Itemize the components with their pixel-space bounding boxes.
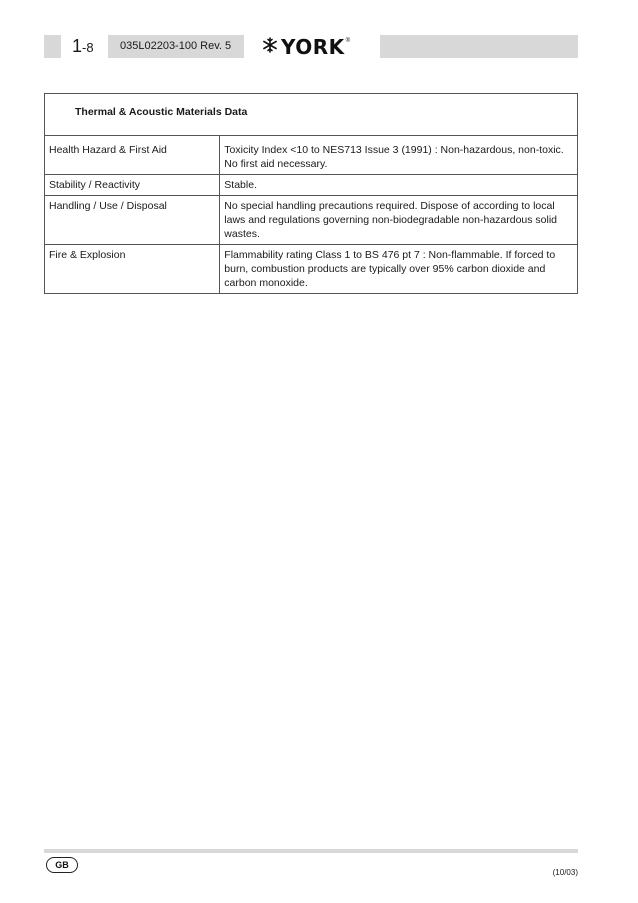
header-left-block — [44, 35, 61, 58]
table-title: Thermal & Acoustic Materials Data — [45, 94, 578, 136]
materials-data-table — [44, 93, 578, 294]
row-value: No special handling precautions required. Dispose of according to local laws and regulations governing non-biodegradable non-hazardous solid wastes. — [220, 196, 578, 245]
table-row — [45, 136, 578, 175]
registered-mark: ® — [345, 38, 351, 44]
table-row — [45, 245, 578, 294]
row-value: Flammability rating Class 1 to BS 476 pt 7 : Non-flammable. If forced to burn, combustion products are typically over 95% carbon dioxide and carbon monoxide. — [220, 245, 578, 294]
header-right-block — [380, 35, 578, 58]
table-row — [45, 175, 578, 196]
page-suffix: -8 — [82, 40, 94, 55]
snowflake-icon — [262, 37, 278, 58]
language-badge: GB — [46, 857, 78, 873]
york-logo — [262, 36, 350, 58]
footer-rule — [44, 849, 578, 853]
row-value: Stable. — [220, 175, 578, 196]
document-reference: 035L02203-100 Rev. 5 — [120, 40, 232, 52]
row-label: Health Hazard & First Aid — [45, 136, 220, 175]
chapter-number: 1 — [72, 36, 83, 56]
footer-date: (10/03) — [552, 868, 578, 877]
row-value: Toxicity Index <10 to NES713 Issue 3 (1991) : Non-hazardous, non-toxic. No first aid necessary. — [220, 136, 578, 175]
row-label: Fire & Explosion — [45, 245, 220, 294]
table-title-row — [45, 94, 578, 136]
row-label: Handling / Use / Disposal — [45, 196, 220, 245]
logo-wordmark: YORK — [281, 35, 345, 59]
row-label: Stability / Reactivity — [45, 175, 220, 196]
table-row — [45, 196, 578, 245]
page-number — [72, 34, 94, 58]
